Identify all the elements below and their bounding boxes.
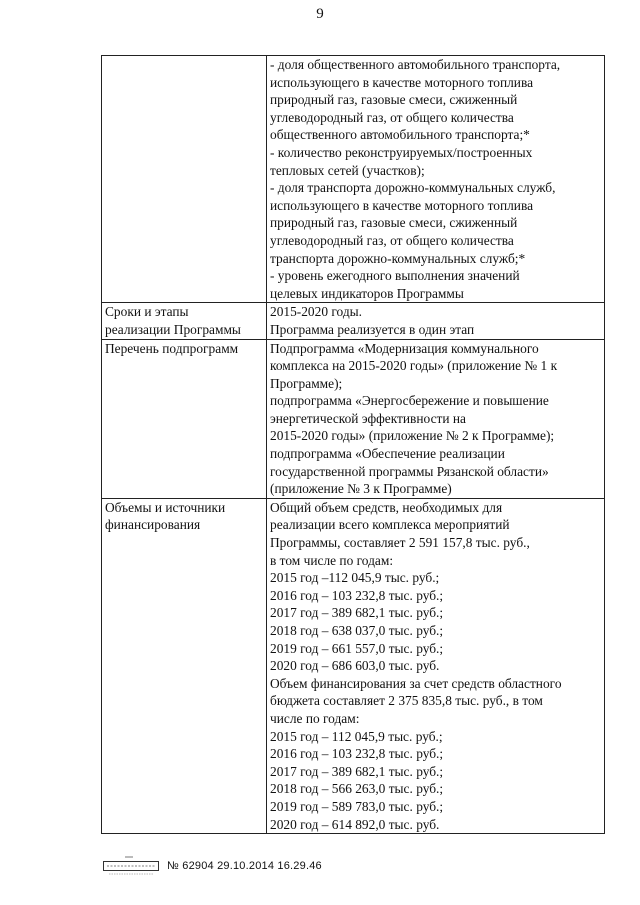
- row-value-line: - доля общественного автомобильного транспорта,: [270, 57, 561, 72]
- table-row: [102, 498, 605, 833]
- row-value-line: - доля транспорта дорожно-коммунальных служб,: [270, 180, 556, 196]
- row-value-line: 2015 год –112 045,9 тыс. руб.;: [270, 570, 440, 586]
- row-value-line: реализации всего комплекса мероприятий: [270, 517, 510, 533]
- row-value-line: Объем финансирования за счет средств областного: [270, 675, 562, 691]
- row-value-line: Общий объем средств, необходимых для: [270, 499, 503, 515]
- document-footer: [103, 855, 322, 877]
- row-value-line: 2019 год – 589 783,0 тыс. руб.;: [270, 798, 444, 814]
- row-value-line: подпрограмма «Энергосбережение и повышение: [270, 393, 549, 409]
- row-label-cell: [102, 339, 267, 498]
- row-value-line: государственной программы Рязанской области»: [270, 463, 549, 479]
- row-value-line: использующего в качестве моторного топлива: [270, 74, 534, 90]
- row-value-line: 2019 год – 661 557,0 тыс. руб.;: [270, 640, 444, 656]
- row-value-cell: [267, 56, 605, 303]
- row-value-line: 2015-2020 годы» (приложение № 2 к Программе);: [270, 428, 555, 444]
- row-label-cell: [102, 303, 267, 339]
- row-value-line: целевых индикаторов Программы: [270, 285, 464, 301]
- row-value-line: Программа реализуется в один этап: [270, 321, 475, 337]
- row-value-line: Программе);: [270, 375, 343, 391]
- row-value-line: бюджета составляет 2 375 835,8 тыс. руб., в том: [270, 693, 543, 709]
- row-value-line: Подпрограмма «Модернизация коммунального: [270, 340, 539, 356]
- row-value-line: - количество реконструируемых/построенных: [270, 144, 533, 160]
- row-value-line: тепловых сетей (участков);: [270, 162, 425, 178]
- row-label-line: финансирования: [105, 517, 201, 533]
- row-value-line: энергетической эффективности на: [270, 410, 466, 426]
- row-value-line: 2017 год – 389 682,1 тыс. руб.;: [270, 763, 444, 779]
- row-value-line: (приложение № 3 к Программе): [270, 481, 452, 497]
- passport-table: [101, 55, 605, 834]
- row-value-line: углеводородный газ, от общего количества: [270, 109, 514, 125]
- row-value-line: 2016 год – 103 232,8 тыс. руб.;: [270, 587, 444, 603]
- table-row: [102, 56, 605, 303]
- row-value-line: числе по годам:: [270, 710, 360, 726]
- page-number: 9: [316, 6, 324, 22]
- row-value-line: транспорта дорожно-коммунальных служб;*: [270, 250, 526, 266]
- registration-stamp-icon: [103, 855, 159, 877]
- row-label-cell: [102, 498, 267, 833]
- table-row: [102, 339, 605, 498]
- row-label-line: Объемы и источники: [105, 499, 226, 515]
- row-value-line: использующего в качестве моторного топлива: [270, 197, 534, 213]
- row-value-line: подпрограмма «Обеспечение реализации: [270, 446, 505, 462]
- row-value-line: 2016 год – 103 232,8 тыс. руб.;: [270, 746, 444, 762]
- row-value-line: общественного автомобильного транспорта;*: [270, 127, 530, 143]
- row-value-line: 2020 год – 686 603,0 тыс. руб.: [270, 658, 440, 674]
- row-label-line: Сроки и этапы: [105, 304, 189, 320]
- row-value-line: комплекса на 2015-2020 годы» (приложение № 1 к: [270, 358, 558, 374]
- row-value-cell: [267, 339, 605, 498]
- row-value-line: углеводородный газ, от общего количества: [270, 232, 514, 248]
- row-value-cell: [267, 498, 605, 833]
- row-value-line: 2018 год – 638 037,0 тыс. руб.;: [270, 623, 444, 638]
- row-value-line: природный газ, газовые смеси, сжиженный: [270, 215, 518, 231]
- row-value-cell: [267, 303, 605, 339]
- row-value-line: 2017 год – 389 682,1 тыс. руб.;: [270, 605, 444, 621]
- row-value-line: 2015-2020 годы.: [270, 304, 362, 320]
- row-value-line: 2015 год – 112 045,9 тыс. руб.;: [270, 728, 443, 744]
- row-value-line: Программы, составляет 2 591 157,8 тыс. руб.,: [270, 535, 530, 551]
- row-value-line: природный газ, газовые смеси, сжиженный: [270, 92, 518, 108]
- row-label-line: Перечень подпрограмм: [105, 340, 239, 356]
- row-value-line: в том числе по годам:: [270, 552, 394, 568]
- table-row: [102, 303, 605, 339]
- row-label-line: реализации Программы: [105, 321, 241, 337]
- table-body: [102, 56, 605, 834]
- registration-info: № 62904 29.10.2014 16.29.46: [167, 860, 322, 872]
- row-value-line: 2020 год – 614 892,0 тыс. руб.: [270, 816, 440, 832]
- row-value-line: - уровень ежегодного выполнения значений: [270, 268, 520, 284]
- row-value-line: 2018 год – 566 263,0 тыс. руб.;: [270, 781, 444, 797]
- row-label-cell: [102, 56, 267, 303]
